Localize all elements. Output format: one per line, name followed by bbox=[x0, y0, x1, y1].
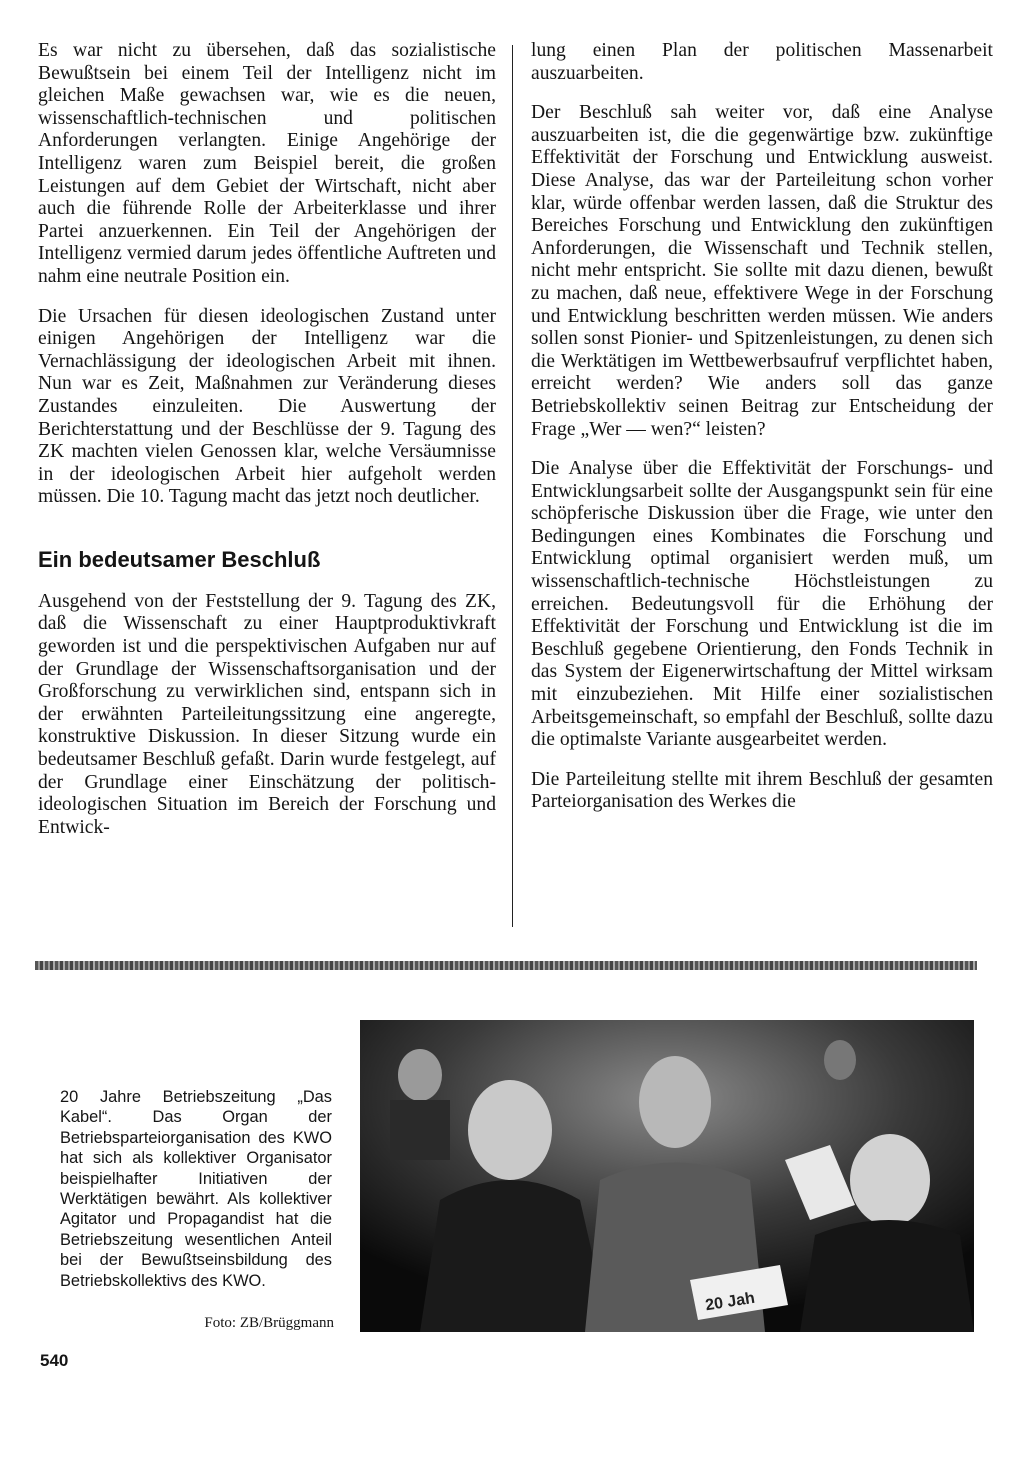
body-paragraph: Ausgehend von der Feststellung der 9. Tagung des ZK, daß die Wissenschaft zu einer Hauptproduktivkraft geworden ist und die perspektivischen Aufgaben nur auf der Grundlage der Wissenschaftsorganisation und der Großforschung zu verwirklichen sind, entspann sich in der erwähnten Parteileitungssitzung eine angeregte, konstruktive Diskussion. In dieser Sitzung wurde ein bedeutsamer Beschluß gefaßt. Darin wurde festgelegt, auf der Grundlage einer Einschätzung der politisch-ideologischen Situation im Bereich der Forschung und Entwick- bbox=[38, 590, 496, 838]
left-column bbox=[38, 40, 496, 856]
body-paragraph: Die Analyse über die Effektivität der Forschungs- und Entwicklungsarbeit sollte der Ausgangspunkt sein für eine schöpferische Diskussion über die Frage, wie unter den Bedingungen eines Kombinates die Forschung und Entwicklung optimal organisiert werden muß, um wissenschaftlich-technische Höchstleistungen zu erreichen. Bedeutungsvoll für die Erhöhung der Effektivität der Forschung und Entwicklung ist die im Beschluß gegebene Orientierung, den Fonds Technik in das System der Eigenerwirtschaftung der Mittel wirksam mit einzubeziehen. Mit Hilfe einer sozialistischen Arbeitsgemeinschaft, so empfahl der Beschluß, sollte dazu die optimalste Variante ausgearbeitet werden. bbox=[531, 458, 993, 751]
right-column bbox=[531, 40, 993, 831]
page-number: 540 bbox=[40, 1351, 69, 1370]
newspaper-headline: 20 Jah bbox=[704, 1289, 757, 1315]
body-paragraph: Die Ursachen für diesen ideologischen Zustand unter einigen Angehörigen der Intelligenz war die Vernachlässigung der ideologischen Arbeit mit ihnen. Nun war es Zeit, Maßnahmen zur Veränderung dieses Zustandes einzuleiten. Die Auswertung der Berichterstattung und der Beschlüsse der 9. Tagung des ZK machten vielen Genossen klar, welche Versäumnisse in der ideologischen Arbeit hier aufgeholt werden müssen. Die 10. Tagung macht das jetzt noch deutlicher. bbox=[38, 305, 496, 508]
column-divider bbox=[512, 45, 513, 927]
photo bbox=[360, 1020, 974, 1332]
separator-band bbox=[35, 961, 977, 970]
photo-caption: 20 Jahre Betriebszeitung „Das Kabel“. Das Organ der Betriebsparteiorganisation des KWO hat sich als kollektiver Organisator beispielhafter Initiativen der Werktätigen bewährt. Als kollektiver Agitator und Propagandist hat die Betriebszeitung wesentlichen Anteil bei der Bewußtseinsbildung des Betriebskollektivs des KWO. bbox=[60, 1088, 332, 1290]
body-paragraph: Die Parteileitung stellte mit ihrem Beschluß der gesamten Parteiorganisation des Werkes die bbox=[531, 768, 993, 813]
section-heading: Ein bedeutsamer Beschluß bbox=[38, 546, 321, 572]
body-paragraph: Der Beschluß sah weiter vor, daß eine Analyse auszuarbeiten ist, die die gegenwärtige bzw. zukünftige Effektivität der Forschung und Entwicklung ausweist. Diese Analyse, das war der Parteileitung schon vorher klar, würde offenbar werden lassen, daß die Struktur des Bereiches Forschung und Entwicklung den zukünftigen Anforderungen, die Wissenschaft und Technik stellen, nicht mehr entspricht. Sie sollte mit dazu dienen, bewußt zu machen, daß neue, effektivere Wege in der Forschung und Entwicklung beschritten werden müssen. Wie anders sollen sonst Pionier- und Spitzenleistungen, zu denen sich die Werktätigen im Wettbewerbsaufruf verpflichtet haben, erreicht werden? Wie anders soll das ganze Betriebskollektiv seinen Beitrag zur Entscheidung der Frage „Wer — wen?“ leisten? bbox=[531, 102, 993, 440]
body-paragraph: Es war nicht zu übersehen, daß das sozialistische Bewußtsein bei einem Teil der Intelligenz nicht im gleichen Maße gewachsen war, wie es die neuen, wissenschaftlich-technischen und politischen Anforderungen verlangten. Einige Angehörige der Intelligenz waren zum Beispiel bereit, die großen Leistungen auf dem Gebiet der Wirtschaft, nicht aber auch die führende Rolle der Arbeiterklasse und ihrer Partei anzuerkennen. Ein Teil der Angehörigen der Intelligenz vermied darum jedes öffentliche Auftreten und nahm eine neutrale Position ein. bbox=[38, 40, 496, 287]
body-paragraph: lung einen Plan der politischen Massenarbeit auszuarbeiten. bbox=[531, 40, 993, 84]
photo-icon bbox=[360, 1020, 974, 1332]
photo-credit: Foto: ZB/Brüggmann bbox=[204, 1315, 334, 1331]
